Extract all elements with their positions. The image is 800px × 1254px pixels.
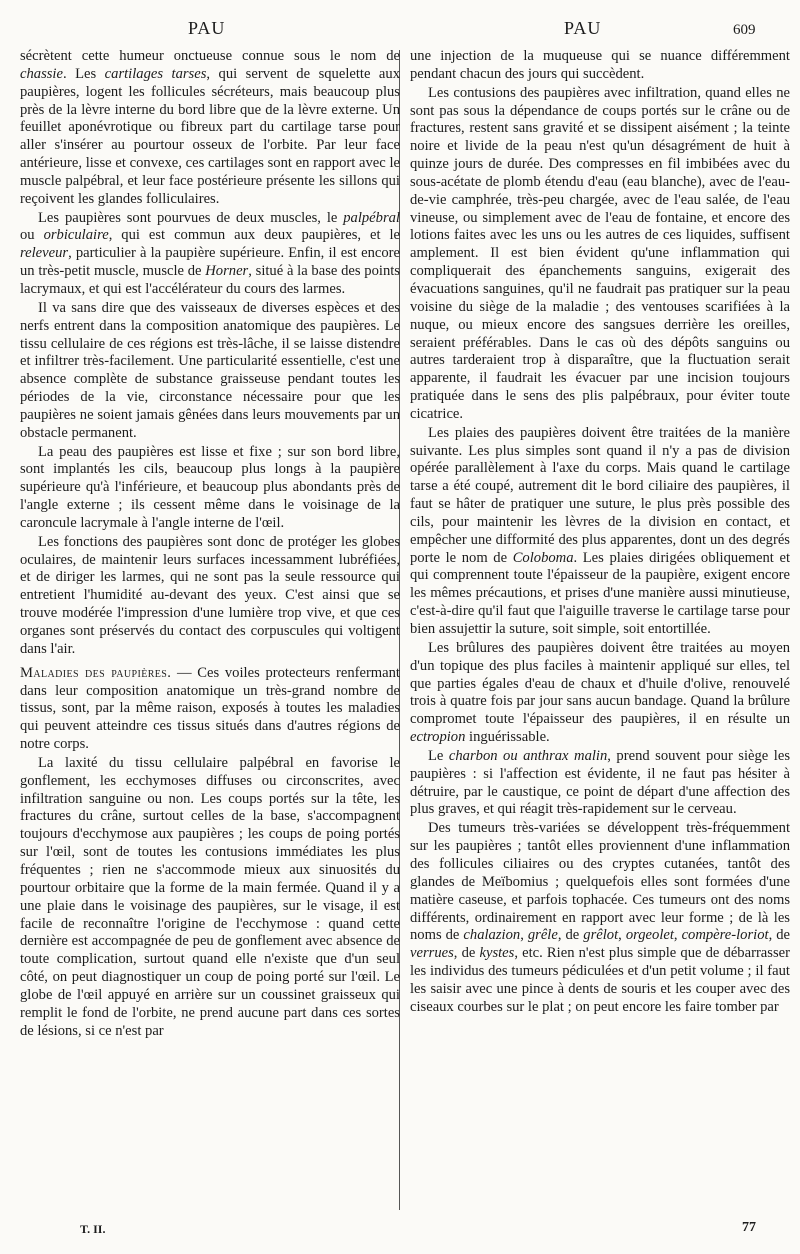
left-column	[20, 48, 400, 1214]
right-column	[410, 48, 790, 1214]
paragraph: Le charbon ou anthrax malin, prend souvent pour siège les paupières : si l'affection est évidente, il ne faut pas hésiter à détruire, par le caustique, ce point de départ d'une affection des plus graves, et qui réagit très-rapidement sur le cerveau.	[410, 747, 790, 818]
paragraph: une injection de la muqueuse qui se nuance différemment pendant chacun des jours qui succèdent.	[410, 48, 790, 82]
signature-mark: 77	[742, 1220, 756, 1235]
paragraph: Les paupières sont pourvues de deux muscles, le palpébral ou orbiculaire, qui est commun aux deux paupières, et le releveur, particulier à la paupière supérieure. Enfin, il est encore un très-petit muscle, muscle de Horner, situé à la base des points lacrymaux, et qui est l'accélérateur du cours des larmes.	[20, 209, 400, 297]
paragraph: Il va sans dire que des vaisseaux de diverses espèces et des nerfs entrent dans la composition anatomique des paupières. Le tissu cellulaire de ces régions est très-lâche, il se laisse distendre et infiltrer très-facilement. Une particularité essentielle, c'est une absence complète de substance graisseuse pendant toutes les périodes de la vie, circonstance nécessaire pour que les paupières ne soient jamais gênées dans leurs mouvements par un obstacle permanent.	[20, 299, 400, 441]
paragraph: sécrètent cette humeur onctueuse connue sous le nom de chassie. Les cartilages tarses, qui servent de squelette aux paupières, logent les follicules sécréteurs, mais beaucoup plus près de la lèvre interne du bord libre que de la lèvre externe. Un feuillet aponévrotique ou fibreux part du cartilage tarse pour aller s'insérer au pourtour osseux de l'orbite. Par leur face antérieure, lisse et convexe, ces cartilages sont en rapport avec le muscle palpébral, et leur face postérieure présente les sillons qui reçoivent les glandes folliculaires.	[20, 48, 400, 207]
paragraph: La laxité du tissu cellulaire palpébral en favorise le gonflement, les ecchymoses diffuses ou circonscrites, avec infiltration sanguine ou non. Les coups portés sur la tête, les fractures du crâne, surtout celles de la base, s'accompagnent toujours d'ecchymose aux paupières ; les coups de poing portés sur l'œil, sont de toutes les contusions immédiates les plus fréquentes ; rien ne s'accommode mieux aux sinuosités du pourtour orbitaire que la forme de la main fermée. Quand il y a une plaie dans le voisinage des paupières, sur le visage, il est facile de reconnaître l'origine de l'ecchymose : quand cette dernière est accompagnée de peu de gonflement avec absence de toute complication, surtout quand elle n'existe que d'un seul côté, on peut diagnostiquer un coup de poing porté sur l'œil. Le globe de l'œil appuyé en arrière sur un coussinet graisseux qui remplit le fond de l'orbite, ne prend aucune part dans ces sortes de lésions, si ce n'est par	[20, 754, 400, 1039]
paragraph: Les contusions des paupières avec infiltration, quand elles ne sont pas sous la dépendance de coups portés sur le crâne ou de fractures, restent sans gravité et se dissipent aisément ; la teinte noire et livide de la peau n'est qu'un désagrément de huit à quinze jours de durée. Des compresses en fil imbibées avec du sous-acétate de plomb étendu d'eau (eau blanche), avec de l'eau-de-vie camphrée, très-peu chargée, avec de l'eau salée, de l'eau vineuse, ou simplement avec de l'eau de fontaine, et encore des lotions faites avec les uns ou les autres de ces liquides, suffisent amplement. Il est bien évident qu'une inflammation qui compliquerait des épanchements sanguins, exigerait des évacuations sanguines, qu'il ne faudrait pas pratiquer sur la peau voisine du siège de la maladie ; des ventouses scarifiées à la nuque, ou mieux encore des sangsues derrière les oreilles, seraient préférables. Dans le cas où des dépôts sanguins ou autres tarderaient trop à disparaître, que la fluctuation serait apparente, il faudrait les évacuer par une incision toujours pratiquée dans le sens des plis palpébraux, pour éviter toute cicatrice.	[410, 84, 790, 422]
page-number: 609	[733, 22, 756, 38]
section-heading: Maladies des paupières.	[20, 664, 172, 681]
section-paragraph: Maladies des paupières. — Ces voiles protecteurs renfermant dans leur composition anatomique un très-grand nombre de tissus, sont, par la même raison, exposés à toutes les maladies qui peuvent atteindre ces tissus situés dans d'autres régions de notre corps.	[20, 664, 400, 753]
paragraph: Des tumeurs très-variées se développent très-fréquemment sur les paupières ; tantôt elles proviennent d'une inflammation des follicules ciliaires ou des cryptes cutanées, tantôt des glandes de Meïbomius ; quelquefois elles sont formées d'une matière caseuse, et parfois tophacée. Ces tumeurs ont des noms différents, ordinairement en rapport avec leur forme ; de là les noms de chalazion, grêle, de grêlot, orgeolet, compère-loriot, de verrues, de kystes, etc. Rien n'est plus simple que de débarrasser les individus des tumeurs pédiculées et d'un petit volume ; il faut les saisir avec une pince à dents de souris et les couper avec des ciseaux courbes sur le plat ; on peut encore les faire tomber par	[410, 820, 790, 1015]
paragraph: La peau des paupières est lisse et fixe ; sur son bord libre, sont implantés les cils, beaucoup plus longs à la paupière supérieure qu'à l'inférieure, et beaucoup plus abondants près de l'angle externe ; ils cessent même dans le voisinage de la caroncule lacrymale à l'angle interne de l'œil.	[20, 443, 400, 531]
paragraph: Les fonctions des paupières sont donc de protéger les globes oculaires, de maintenir leurs surfaces incessamment lubréfiées, et de diriger les larmes, qui ne sont pas la seule ressource qui entretient l'humidité au-devant des yeux. C'est ainsi que se trouve modérée l'impression d'une lumière trop vive, et que ces organes sont préservés du contact des corpuscules qui voltigent dans l'air.	[20, 533, 400, 657]
volume-marker: T. II.	[80, 1222, 106, 1236]
paragraph: Les plaies des paupières doivent être traitées de la manière suivante. Les plus simples sont quand il n'y a pas de division opérée parallèlement à l'axe du corps. Mais quand le cartilage tarse a été coupé, autrement dit le bord ciliaire des paupières, il faut se hâter de pratiquer une suture, le plus près possible des cils, pour maintenir les lèvres de la division en contact, et empêcher une difformité des plus apparentes, dont un des degrés porte le nom de Coloboma. Les plaies dirigées obliquement et qui comprennent toute l'épaisseur de la paupière, exigent encore les mêmes précautions, et prises d'une manière aussi minutieuse, c'est-à-dire qu'il faut que l'aiguille traverse le cartilage tarse pour bien assujettir la suture, soit simple, soit entortillée.	[410, 424, 790, 637]
paragraph: Les brûlures des paupières doivent être traitées au moyen d'un topique des plus faciles à maintenir appliqué sur elles, tel que parties égales d'eau de chaux et d'huile d'olive, renouvelé trois à quatre fois par jour sans aucun bandage. Quand la brûlure compromet toute l'épaisseur des paupières, il en résulte un ectropion inguérissable.	[410, 639, 790, 746]
running-head-left: PAU	[188, 18, 226, 38]
running-head-right: PAU	[564, 18, 602, 38]
